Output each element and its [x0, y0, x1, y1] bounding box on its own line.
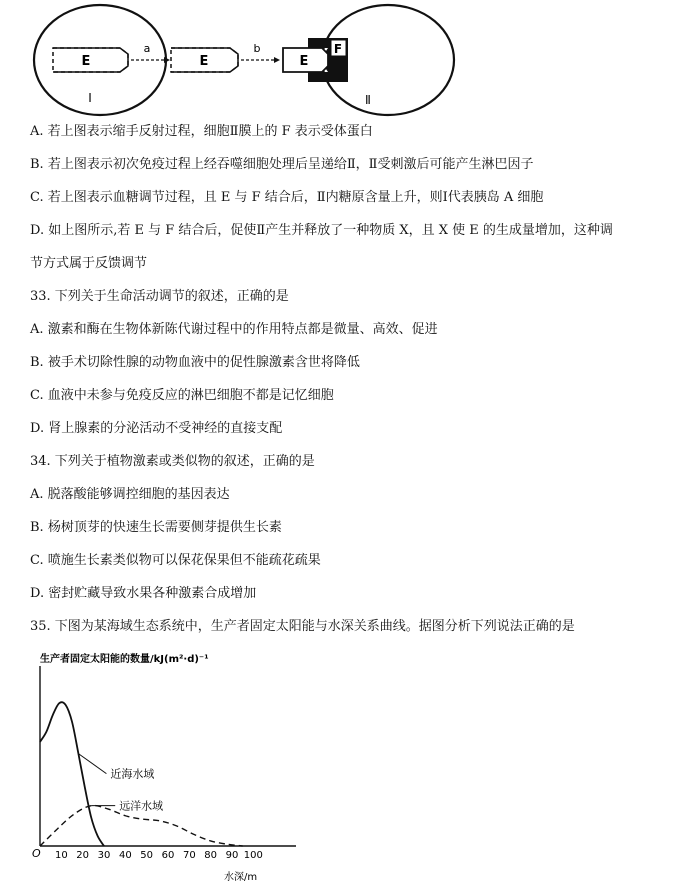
q32-option-c: C. 若上图表示血糖调节过程，且 E 与 F 结合后，Ⅱ内糖原含量上升，则Ⅰ代表胰岛 A 细胞 [30, 190, 544, 205]
q32-option-d: D. 如上图所示,若 E 与 F 结合后，促使Ⅱ产生并释放了一种物质 X，且 X 使 E 的生成量增加，这种调 [30, 223, 613, 238]
q32-option-d-cont: 节方式属于反馈调节 [30, 256, 148, 271]
receptor-label: F [333, 42, 343, 56]
q35-stem: 35. 下图为某海域生态系统中，生产者固定太阳能与水深关系曲线。据图分析下列说法正确的是 [30, 619, 575, 634]
series-line-nearshore [40, 702, 104, 846]
q32-option-b: B. 若上图表示初次免疫过程上经吞噬细胞处理后呈递给Ⅱ，Ⅱ受刺激后可能产生淋巴因子 [30, 157, 534, 172]
cell-II-label: Ⅱ [365, 93, 371, 107]
cell-I-label: Ⅰ [88, 91, 92, 105]
box-label-1: E [81, 54, 91, 69]
x-tick-label: 10 [54, 850, 68, 861]
x-tick-label: 30 [97, 850, 111, 861]
chart-ylabel: 生产者固定太阳能的数量/kJ(m²·d)⁻¹ [40, 654, 209, 665]
series-label: 远洋水域 [119, 799, 164, 813]
q32-option-a: A. 若上图表示缩手反射过程，细胞Ⅱ膜上的 F 表示受体蛋白 [30, 124, 373, 139]
q34-stem: 34. 下列关于植物激素或类似物的叙述，正确的是 [30, 454, 315, 469]
q34-option-d: D. 密封贮藏导致水果各种激素合成增加 [30, 586, 257, 601]
signal-box-1 [53, 48, 128, 72]
arrow-a-label: a [143, 42, 151, 55]
q33-option-c: C. 血液中未参与免疫反应的淋巴细胞不都是记忆细胞 [30, 388, 334, 403]
arrow-b-label: b [253, 42, 261, 55]
signal-diagram [28, 2, 668, 118]
q33-option-d: D. 肾上腺素的分泌活动不受神经的直接支配 [30, 421, 283, 436]
series-label: 近海水域 [110, 767, 155, 781]
q34-option-c: C. 喷施生长素类似物可以保花保果但不能疏花疏果 [30, 553, 321, 568]
chart-xlabel: 水深/m [224, 872, 258, 883]
depth-energy-chart [28, 650, 328, 890]
box-label-2: E [199, 54, 209, 69]
q33-option-a: A. 激素和酶在生物体新陈代谢过程中的作用特点都是微量、高效、促进 [30, 322, 438, 337]
x-tick-label: 50 [140, 850, 154, 861]
series-leader-line [78, 754, 106, 774]
x-tick-label: 60 [161, 850, 175, 861]
q33-option-b: B. 被手术切除性腺的动物血液中的促性腺激素含世将降低 [30, 355, 360, 370]
q34-option-a: A. 脱落酸能够调控细胞的基因表达 [30, 487, 230, 502]
x-tick-label: 40 [118, 850, 132, 861]
box-label-3: E [299, 54, 309, 69]
q34-option-b: B. 杨树顶芽的快速生长需要侧芽提供生长素 [30, 520, 282, 535]
q33-stem: 33. 下列关于生命活动调节的叙述，正确的是 [30, 289, 289, 304]
x-tick-label: 100 [243, 850, 263, 861]
x-tick-label: 90 [225, 850, 239, 861]
x-tick-label: 80 [204, 850, 218, 861]
origin-label: O [32, 847, 41, 860]
x-tick-label: 20 [76, 850, 90, 861]
x-tick-label: 70 [182, 850, 196, 861]
